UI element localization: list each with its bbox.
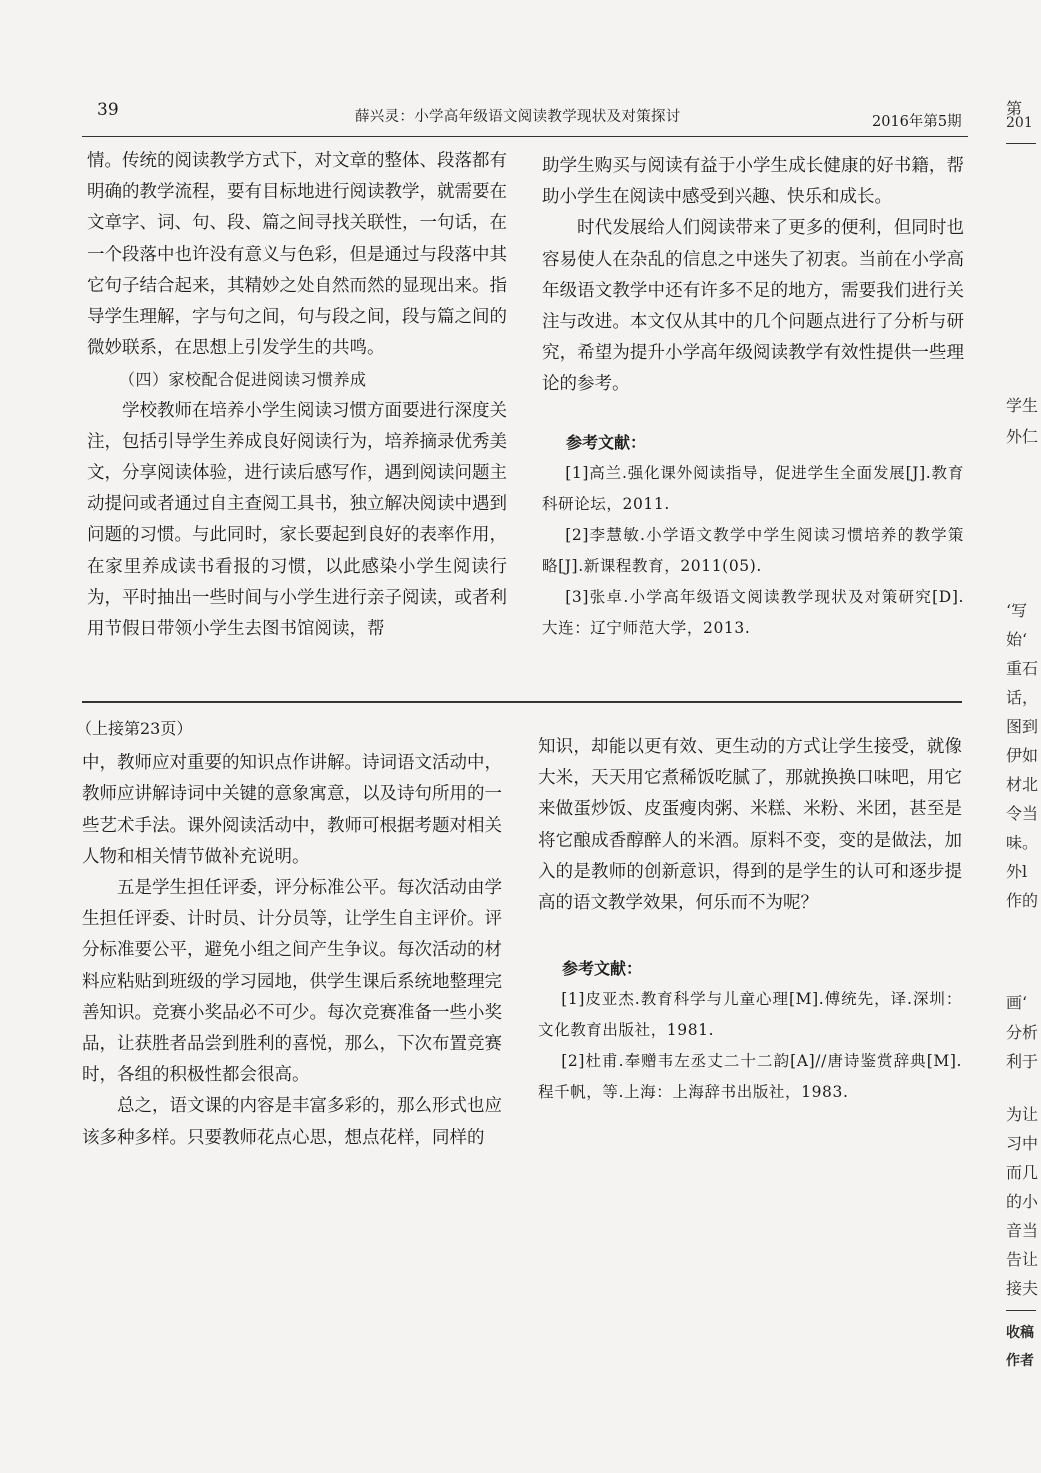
spacer [542, 401, 964, 427]
edge-fragment: 的小 [1006, 1192, 1039, 1211]
paragraph: 中，教师应对重要的知识点作讲解。诗词语文活动中，教师应讲解诗词中关键的意象寓意，以及诗句所用的一些艺术手法。课外阅读活动中，教师可根据考题对相关人物和相关情节做补充说明。 [82, 753, 502, 867]
upper-right-column [542, 151, 964, 644]
issue-label: 2016年第5期 [872, 114, 962, 130]
references-heading: 参考文献： [566, 432, 647, 452]
edge-fragment: 而几 [1006, 1163, 1039, 1182]
edge-fragment: 作的 [1006, 891, 1039, 910]
next-page-edge [1000, 0, 1041, 1473]
edge-fragment: 作者 [1006, 1353, 1034, 1369]
edge-fragment: 令当 [1006, 804, 1039, 823]
edge-fragment: 学生 [1006, 396, 1039, 415]
edge-rule [1006, 1310, 1036, 1311]
continued-note: （上接第23页） [76, 719, 193, 738]
paragraph: 情。传统的阅读教学方式下，对文章的整体、段落都有明确的教学流程，要有目标地进行阅读教学，就需要在文章字、词、句、段、篇之间寻找关联性，一句话，在一个段落中也许没有意义与色彩，但是通过与段落中其它句子结合起来，其精妙之处自然而然的显现出来。指导学生理解，字与句之间，句与段之间，段与篇之间的微妙联系，在思想上引发学生的共鸣。 [87, 151, 507, 359]
edge-fragment: 201 [1006, 115, 1033, 131]
edge-fragment: 利于 [1006, 1052, 1039, 1071]
header-rule [82, 136, 968, 137]
edge-fragment: ‘写 [1006, 601, 1028, 620]
edge-fragment: 伊如 [1006, 746, 1039, 765]
edge-fragment: 习中 [1006, 1134, 1039, 1153]
edge-rule [1006, 143, 1036, 144]
edge-fragment: 音当 [1006, 1221, 1039, 1240]
reference-item: [3]张卓.小学高年级语文阅读教学现状及对策研究[D].大连：辽宁师范大学，2013. [542, 587, 964, 637]
section-subheading: （四）家校配合促进阅读习惯养成 [119, 370, 367, 390]
edge-fragment: 话， [1006, 688, 1039, 707]
running-title: 薛兴灵：小学高年级语文阅读教学现状及对策探讨 [355, 109, 681, 125]
reference-item: [1]高兰.强化课外阅读指导，促进学生全面发展[J].教育科研论坛，2011. [542, 463, 964, 513]
lower-left-column [76, 713, 502, 1154]
edge-fragment: 始‘ [1006, 630, 1028, 649]
paragraph: 时代发展给人们阅读带来了更多的便利，但同时也容易使人在杂乱的信息之中迷失了初衷。当前在小学高年级语文教学中还有许多不足的地方，需要我们进行关注与改进。本文仅从其中的几个问题点进行了分析与研究，希望为提升小学高年级阅读教学有效性提供一些理论的参考。 [542, 218, 964, 395]
paragraph: 总之，语文课的内容是丰富多彩的，那么形式也应该多种多样。只要教师花点心思，想点花样，同样的 [82, 1096, 502, 1148]
edge-fragment: 材北 [1006, 775, 1039, 794]
spacer [538, 919, 962, 953]
paragraph: 五是学生担任评委，评分标准公平。每次活动由学生担任评委、计时员、计分员等，让学生自主评价。评分标准要公平，避免小组之间产生争议。每次活动的材料应粘贴到班级的学习园地，供学生课后系统地整理完善知识。竞赛小奖品必不可少。每次竞赛准备一些小奖品，让获胜者品尝到胜利的喜悦，那么，下次布置竞赛时，各组的积极性都会很高。 [82, 878, 502, 1086]
lower-right-column [538, 732, 962, 1108]
edge-fragment: 图到 [1006, 717, 1039, 736]
edge-fragment: 分析 [1006, 1023, 1039, 1042]
reference-item: [1]皮亚杰.教育科学与儿童心理[M].傅统先，译.深圳：文化教育出版社，1981. [538, 990, 962, 1040]
edge-fragment: 重石 [1006, 659, 1039, 678]
edge-fragment: 第 [1006, 99, 1023, 118]
page-number: 39 [97, 100, 119, 120]
paragraph: 助学生购买与阅读有益于小学生成长健康的好书籍，帮助小学生在阅读中感受到兴趣、快乐和成长。 [542, 156, 964, 208]
edge-fragment: 接夫 [1006, 1279, 1039, 1298]
reference-item: [2]杜甫.奉赠韦左丞丈二十二韵[A]//唐诗鉴赏辞典[M].程千帆，等.上海：上海辞书出版社，1983. [538, 1052, 962, 1102]
references-heading: 参考文献： [562, 959, 643, 979]
edge-fragment: 外仁 [1006, 427, 1039, 446]
paragraph: 知识，却能以更有效、更生动的方式让学生接受，就像大米，天天用它煮稀饭吃腻了，那就换换口味吧，用它来做蛋炒饭、皮蛋瘦肉粥、米糕、米粉、米团，甚至是将它酿成香醇醉人的米酒。原料不变，变的是做法，加入的是教师的创新意识，得到的是学生的认可和逐步提高的语文教学效果，何乐而不为呢？ [538, 737, 962, 914]
reference-item: [2]李慧敏.小学语文教学中学生阅读习惯培养的教学策略[J].新课程教育，2011(05). [542, 525, 964, 575]
edge-fragment: 画‘ [1006, 993, 1028, 1012]
edge-fragment: 为让 [1006, 1105, 1039, 1124]
upper-left-column [87, 146, 507, 645]
edge-fragment: 外l [1006, 862, 1028, 881]
edge-fragment: 告让 [1006, 1250, 1039, 1269]
paragraph: 学校教师在培养小学生阅读习惯方面要进行深度关注，包括引导学生养成良好阅读行为，培养摘录优秀美文，分享阅读体验，进行读后感写作，遇到阅读问题主动提问或者通过自主查阅工具书，独立解决阅读中遇到问题的习惯。与此同时，家长要起到良好的表率作用，在家里养成读书看报的习惯，以此感染小学生阅读行为，平时抽出一些时间与小学生进行亲子阅读，或者利用节假日带领小学生去图书馆阅读，帮 [87, 400, 507, 640]
edge-fragment: 味。 [1006, 833, 1039, 852]
edge-fragment: 收稿 [1006, 1325, 1034, 1341]
section-divider [82, 701, 962, 703]
